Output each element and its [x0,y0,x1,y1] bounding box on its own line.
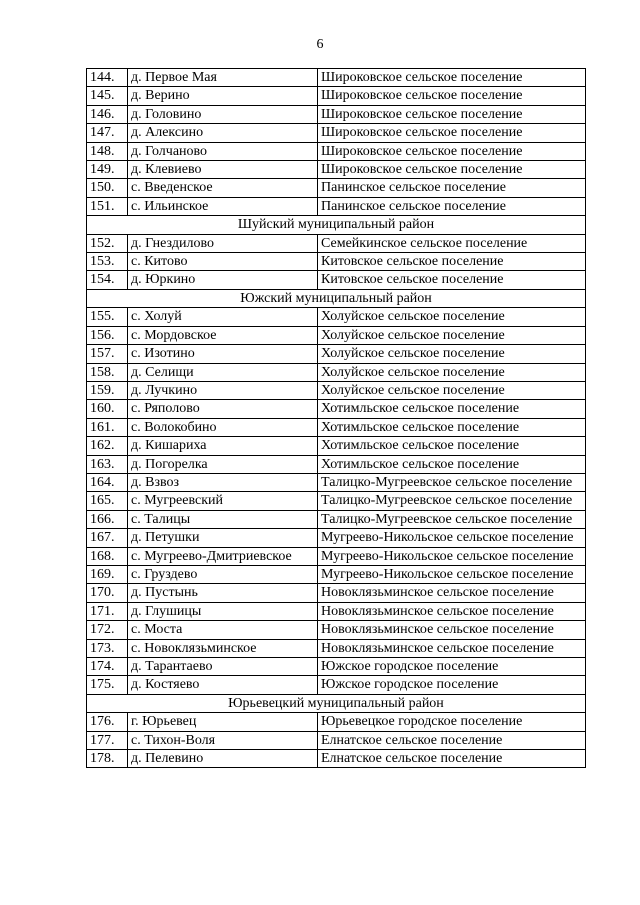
settlement-name: Хотимльское сельское поселение [318,418,586,436]
locality-name: с. Ряполово [128,400,318,418]
locality-name: д. Верино [128,87,318,105]
row-number: 165. [87,492,128,510]
settlement-name: Холуйское сельское поселение [318,345,586,363]
settlement-name: Холуйское сельское поселение [318,381,586,399]
settlement-name: Мугреево-Никольское сельское поселение [318,547,586,565]
settlement-name: Широковское сельское поселение [318,87,586,105]
row-number: 146. [87,105,128,123]
locality-name: с. Талицы [128,510,318,528]
row-number: 174. [87,658,128,676]
table-row [87,345,586,363]
locality-name: д. Голчаново [128,142,318,160]
settlement-name: Широковское сельское поселение [318,161,586,179]
settlement-name: Холуйское сельское поселение [318,326,586,344]
row-number: 156. [87,326,128,344]
table-row [87,455,586,473]
locality-name: с. Моста [128,621,318,639]
locality-name: д. Кишариха [128,437,318,455]
table-row [87,713,586,731]
settlement-name: Китовское сельское поселение [318,253,586,271]
locality-name: с. Мугреево-Дмитриевское [128,547,318,565]
table-row [87,142,586,160]
locality-name: с. Китово [128,253,318,271]
row-number: 159. [87,381,128,399]
settlement-name: Широковское сельское поселение [318,69,586,87]
locality-name: д. Погорелка [128,455,318,473]
row-number: 154. [87,271,128,289]
settlement-name: Талицко-Мугреевское сельское поселение [318,492,586,510]
locality-name: с. Новоклязьминское [128,639,318,657]
district-header-row [87,216,586,234]
district-name: Южский муниципальный район [87,289,586,307]
settlement-name: Новоклязьминское сельское поселение [318,639,586,657]
settlement-name: Новоклязьминское сельское поселение [318,621,586,639]
locality-name: с. Ильинское [128,197,318,215]
locality-name: с. Холуй [128,308,318,326]
settlement-name: Мугреево-Никольское сельское поселение [318,529,586,547]
row-number: 149. [87,161,128,179]
table-row [87,87,586,105]
settlement-name: Южское городское поселение [318,658,586,676]
settlement-name: Юрьевецкое городское поселение [318,713,586,731]
row-number: 173. [87,639,128,657]
table-row [87,326,586,344]
settlement-name: Южское городское поселение [318,676,586,694]
row-number: 166. [87,510,128,528]
table-row [87,676,586,694]
row-number: 147. [87,124,128,142]
settlement-name: Новоклязьминское сельское поселение [318,584,586,602]
row-number: 172. [87,621,128,639]
district-header-row [87,289,586,307]
row-number: 151. [87,197,128,215]
locality-name: с. Мордовское [128,326,318,344]
table-row [87,473,586,491]
row-number: 160. [87,400,128,418]
row-number: 153. [87,253,128,271]
settlement-name: Талицко-Мугреевское сельское поселение [318,473,586,491]
settlement-name: Талицко-Мугреевское сельское поселение [318,510,586,528]
settlement-name: Елнатское сельское поселение [318,750,586,768]
locality-name: с. Изотино [128,345,318,363]
table-row [87,308,586,326]
settlement-name: Новоклязьминское сельское поселение [318,602,586,620]
table-row [87,105,586,123]
settlement-name: Холуйское сельское поселение [318,308,586,326]
row-number: 175. [87,676,128,694]
table-row [87,602,586,620]
table-row [87,547,586,565]
table-body [87,69,586,768]
locality-name: с. Волокобино [128,418,318,436]
district-name: Шуйский муниципальный район [87,216,586,234]
locality-name: с. Введенское [128,179,318,197]
table-row [87,750,586,768]
settlement-name: Широковское сельское поселение [318,124,586,142]
table-row [87,253,586,271]
row-number: 176. [87,713,128,731]
settlement-name: Панинское сельское поселение [318,179,586,197]
row-number: 164. [87,473,128,491]
row-number: 157. [87,345,128,363]
table-row [87,510,586,528]
table-row [87,418,586,436]
district-header-row [87,694,586,712]
row-number: 163. [87,455,128,473]
locality-name: с. Тихон-Воля [128,731,318,749]
table-row [87,529,586,547]
locality-name: д. Юркино [128,271,318,289]
table-row [87,658,586,676]
district-name: Юрьевецкий муниципальный район [87,694,586,712]
row-number: 148. [87,142,128,160]
table-row [87,381,586,399]
row-number: 177. [87,731,128,749]
table-row [87,363,586,381]
table-row [87,271,586,289]
table-row [87,69,586,87]
settlements-table [86,68,586,768]
table-row [87,197,586,215]
locality-name: д. Тарантаево [128,658,318,676]
table-row [87,124,586,142]
locality-name: с. Мугреевский [128,492,318,510]
row-number: 168. [87,547,128,565]
locality-name: д. Клевиево [128,161,318,179]
table-row [87,179,586,197]
table-row [87,731,586,749]
row-number: 152. [87,234,128,252]
settlement-name: Широковское сельское поселение [318,142,586,160]
table-row [87,639,586,657]
row-number: 145. [87,87,128,105]
locality-name: с. Груздево [128,565,318,583]
settlement-name: Хотимльское сельское поселение [318,455,586,473]
locality-name: д. Гнездилово [128,234,318,252]
locality-name: д. Пелевино [128,750,318,768]
locality-name: д. Глушицы [128,602,318,620]
table-row [87,234,586,252]
locality-name: д. Пустынь [128,584,318,602]
row-number: 150. [87,179,128,197]
settlement-name: Холуйское сельское поселение [318,363,586,381]
table-row [87,621,586,639]
locality-name: д. Лучкино [128,381,318,399]
row-number: 161. [87,418,128,436]
locality-name: г. Юрьевец [128,713,318,731]
row-number: 162. [87,437,128,455]
settlement-name: Елнатское сельское поселение [318,731,586,749]
table-row [87,492,586,510]
table-row [87,584,586,602]
row-number: 144. [87,69,128,87]
locality-name: д. Селищи [128,363,318,381]
row-number: 170. [87,584,128,602]
settlement-name: Хотимльское сельское поселение [318,400,586,418]
table-row [87,437,586,455]
locality-name: д. Первое Мая [128,69,318,87]
page-number: 6 [316,37,324,52]
locality-name: д. Петушки [128,529,318,547]
locality-name: д. Головино [128,105,318,123]
locality-name: д. Взвоз [128,473,318,491]
settlement-name: Широковское сельское поселение [318,105,586,123]
settlement-name: Китовское сельское поселение [318,271,586,289]
locality-name: д. Алексино [128,124,318,142]
row-number: 158. [87,363,128,381]
table-row [87,400,586,418]
settlement-name: Панинское сельское поселение [318,197,586,215]
row-number: 178. [87,750,128,768]
row-number: 167. [87,529,128,547]
settlement-name: Хотимльское сельское поселение [318,437,586,455]
table-row [87,565,586,583]
table-row [87,161,586,179]
row-number: 169. [87,565,128,583]
row-number: 171. [87,602,128,620]
settlement-name: Мугреево-Никольское сельское поселение [318,565,586,583]
locality-name: д. Костяево [128,676,318,694]
settlement-name: Семейкинское сельское поселение [318,234,586,252]
row-number: 155. [87,308,128,326]
